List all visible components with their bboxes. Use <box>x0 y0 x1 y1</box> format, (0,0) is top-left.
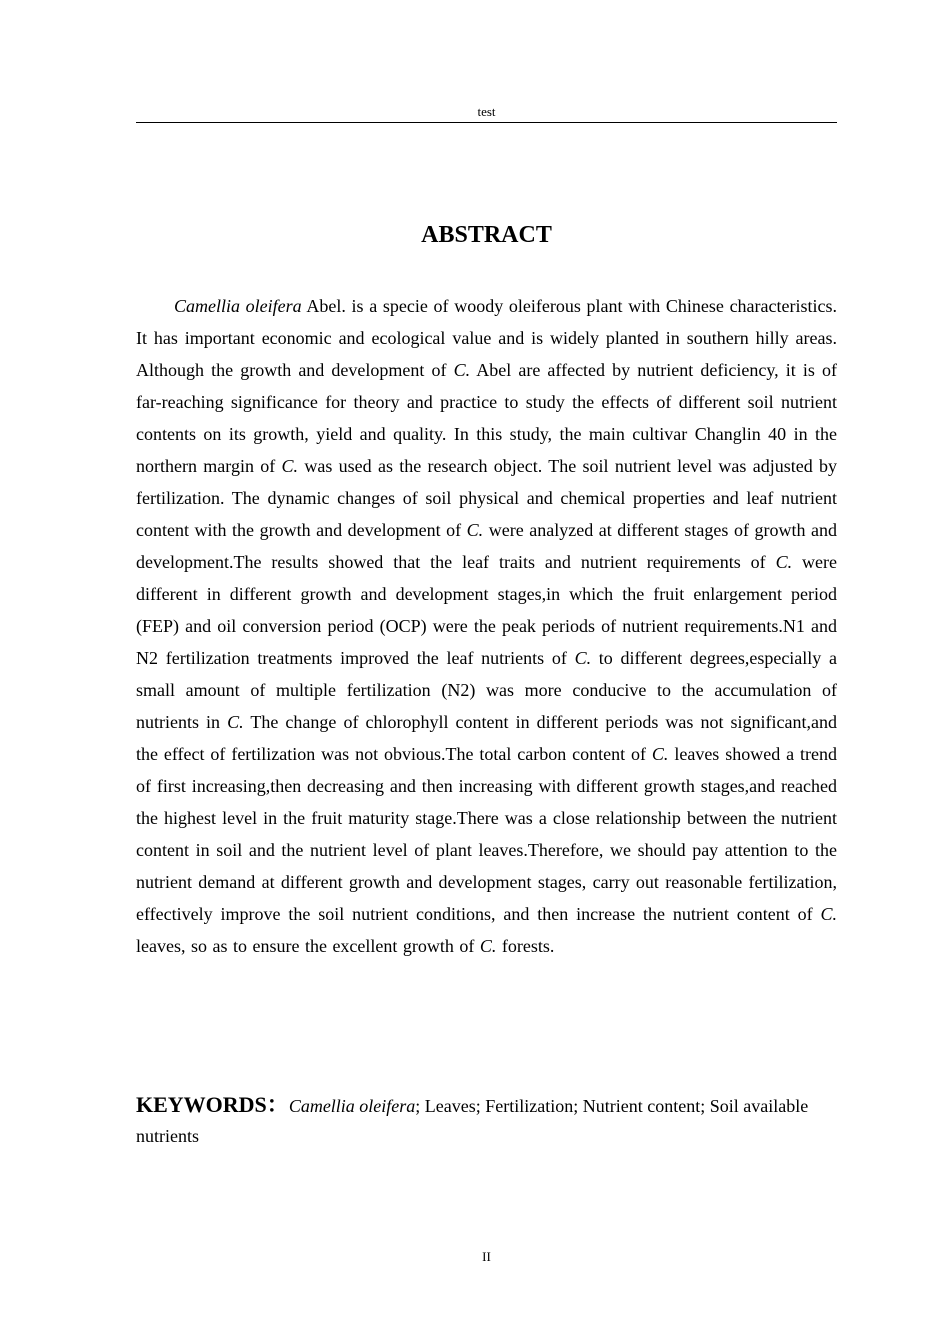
abstract-text-segment: Abel. is a specie of woody oleiferous plant with Chinese characteristics. It has important economic and ecological value and is widely planted in southern hilly areas. Although the growth and development of <box>136 296 837 380</box>
abstract-text-segment: were different in different growth and development stages,in which the fruit enlargement period (FEP) and oil conversion period (OCP) were the peak periods of nutrient requirements.N1 and N2 fertilization treatments improved the leaf nutrients of <box>136 552 837 668</box>
abstract-italic-term: C. <box>651 744 669 764</box>
abstract-italic-term: C. <box>574 648 592 668</box>
abstract-text-segment: were analyzed at different stages of growth and development.The results showed that the leaf traits and nutrient requirements of <box>136 520 837 572</box>
keywords-label: KEYWORDS： <box>136 1092 289 1117</box>
abstract-italic-term: Camellia oleifera <box>174 296 302 316</box>
header-rule <box>136 122 837 123</box>
keywords-line <box>136 1090 837 1151</box>
abstract-italic-term: C. <box>227 712 244 732</box>
abstract-italic-term: C. <box>281 456 299 476</box>
keywords-list: ; Leaves; Fertilization; Nutrient content; Soil available nutrients <box>136 1096 809 1146</box>
abstract-italic-term: C. <box>775 552 793 572</box>
abstract-italic-term: C. <box>466 520 484 540</box>
abstract-body <box>136 290 837 962</box>
abstract-title: ABSTRACT <box>421 222 552 248</box>
keywords-italic-term: Camellia oleifera <box>288 1096 416 1116</box>
running-header: test <box>477 104 496 119</box>
abstract-text-segment: leaves, so as to ensure the excellent growth of <box>136 936 480 956</box>
abstract-text-segment: The change of chlorophyll content in different periods was not significant,and the effect of fertilization was not obvious.The total carbon content of <box>136 712 837 764</box>
abstract-italic-term: C. <box>453 360 471 380</box>
abstract-italic-term: C. <box>820 904 837 924</box>
abstract-text-segment: leaves showed a trend of first increasing,then decreasing and then increasing with different growth stages,and reached the highest level in the fruit maturity stage.There was a close relationship between the nutrient content in soil and the nutrient level of plant leaves.Therefore, we should pay attention to the nutrient demand at different growth and development stages, carry out reasonable fertilization, effectively improve the soil nutrient conditions, and then increase the nutrient content of <box>136 744 837 924</box>
abstract-text-segment: forests. <box>496 936 555 956</box>
abstract-italic-term: C. <box>479 936 497 956</box>
abstract-text-segment: was used as the research object. The soil nutrient level was adjusted by fertilization. The dynamic changes of soil physical and chemical properties and leaf nutrient content with the growth and development of <box>136 456 837 540</box>
page-number: II <box>482 1249 491 1264</box>
abstract-text-segment: to different degrees,especially a small amount of multiple fertilization (N2) was more conducive to the accumulation of nutrients in <box>136 648 838 732</box>
abstract-text-segment: Abel are affected by nutrient deficiency, it is of far-reaching significance for theory and practice to study the effects of different soil nutrient contents on its growth, yield and quality. In this study, the main cultivar Changlin 40 in the northern margin of <box>136 360 837 476</box>
